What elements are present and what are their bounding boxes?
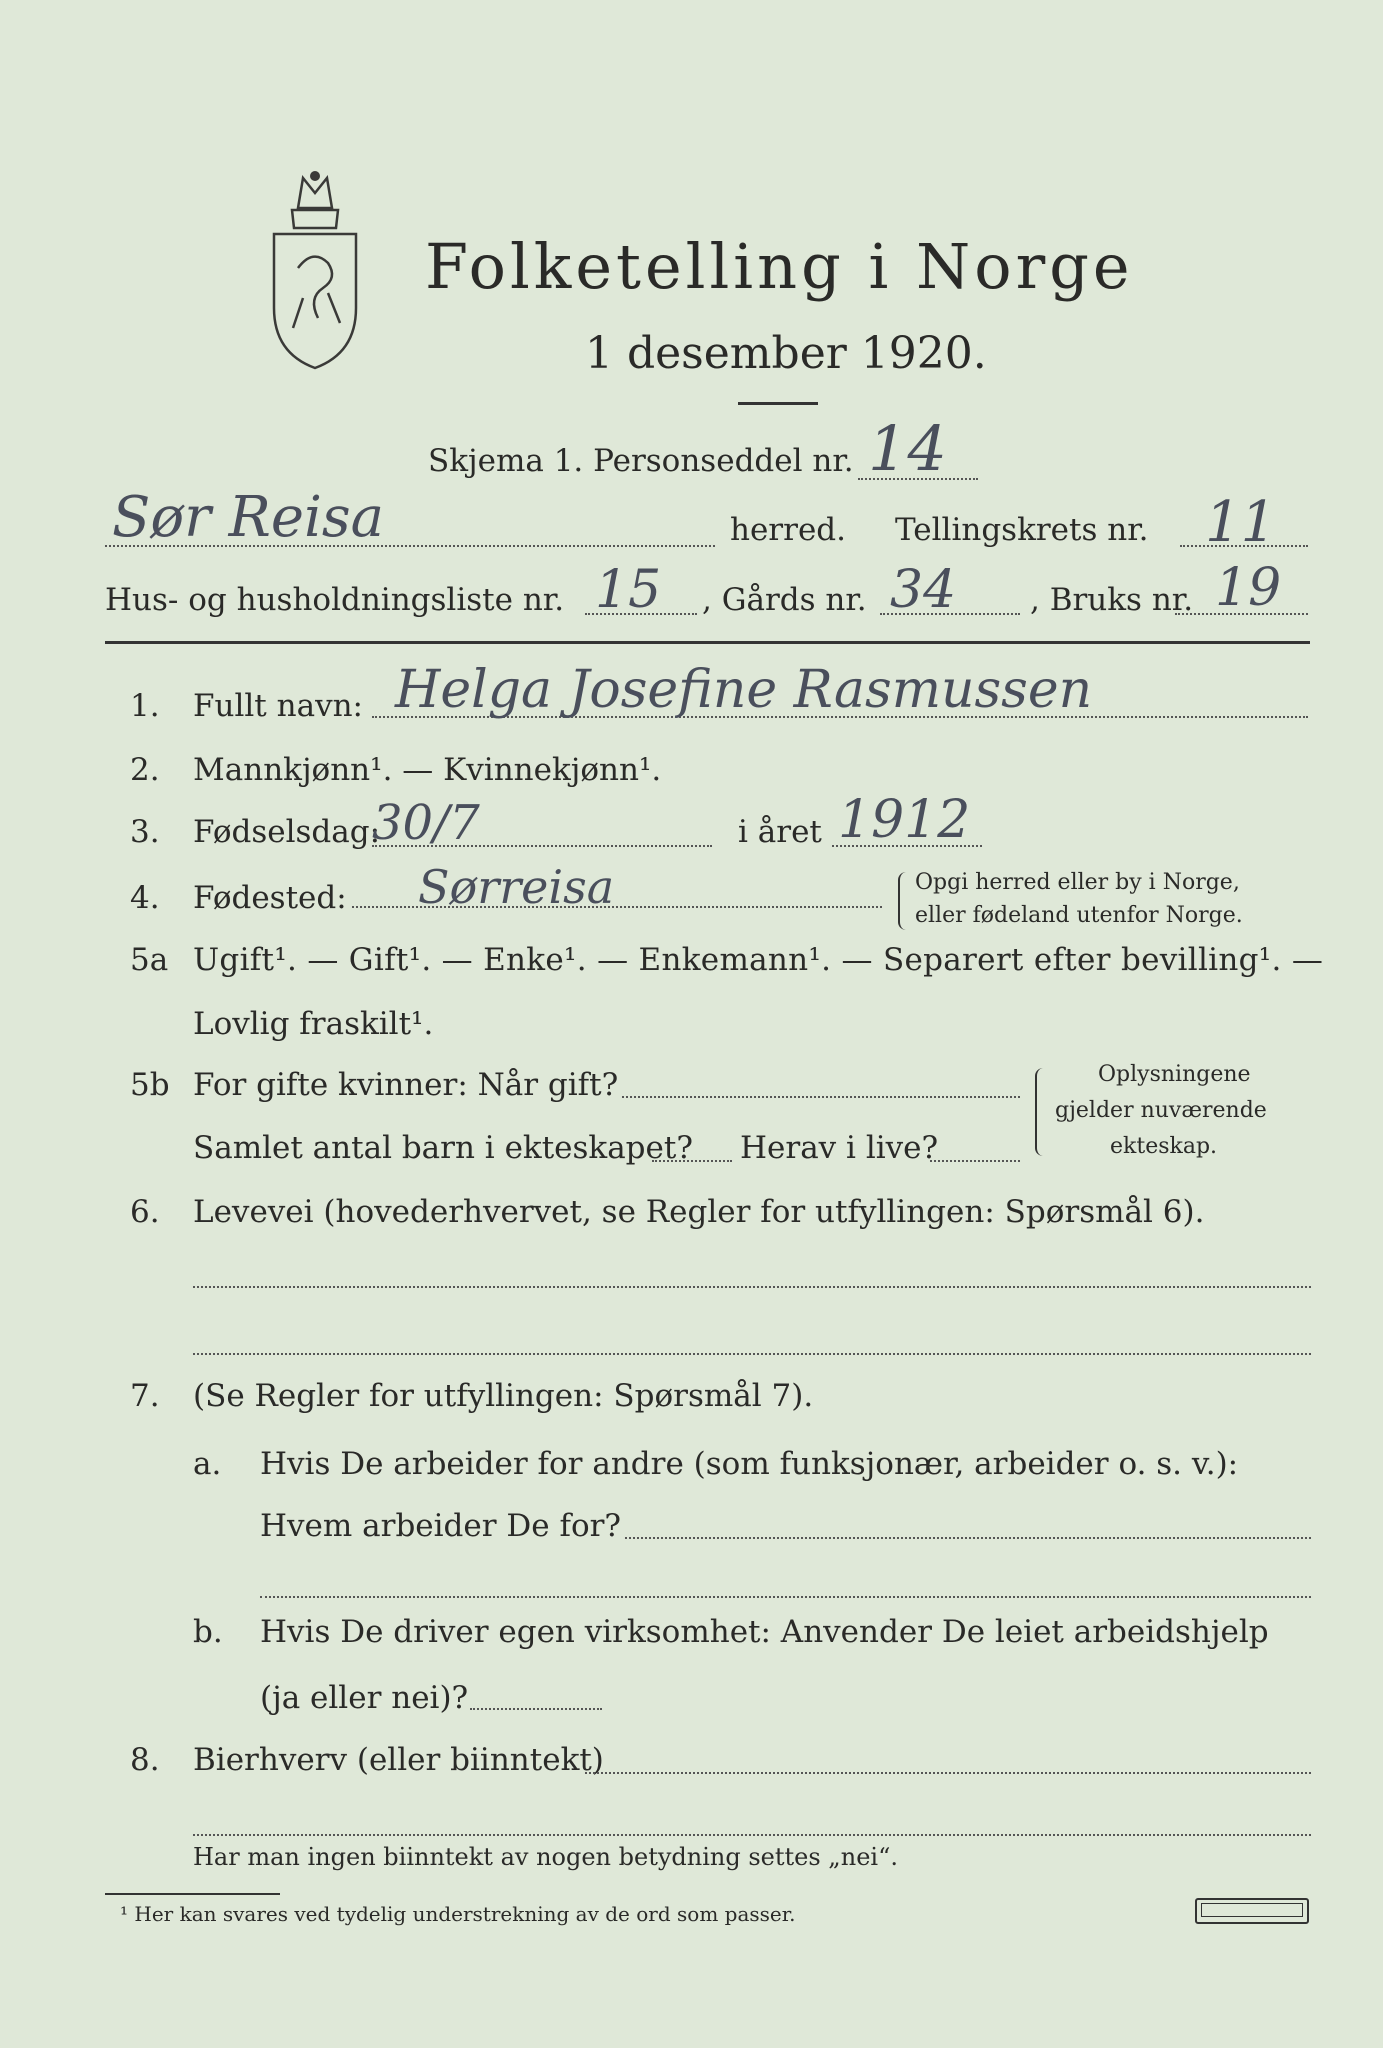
q2-label: Mannkjønn¹. — Kvinnekjønn¹. — [193, 752, 662, 788]
q5b-barn-line — [652, 1160, 732, 1162]
q5b-note-line3: ekteskap. — [1110, 1134, 1218, 1159]
footnote: ¹ Her kan svares ved tydelig understrekning av de ord som passer. — [120, 1902, 796, 1926]
q5b-live-label: Herav i live? — [740, 1130, 939, 1166]
footnote-divider — [105, 1893, 280, 1895]
q1-value: Helga Josefine Rasmussen — [395, 660, 1093, 720]
title-divider — [738, 402, 818, 405]
herred-value: Sør Reisa — [112, 485, 384, 550]
q4-brace — [898, 872, 910, 930]
q3-year-value: 1912 — [838, 790, 971, 850]
q3-day-value: 30/7 — [372, 795, 480, 851]
q5b-note-line2: gjelder nuværende — [1055, 1098, 1267, 1123]
q1-number: 1. — [130, 688, 160, 724]
husliste-value: 15 — [595, 560, 662, 620]
q8-line1 — [585, 1772, 1311, 1774]
q8-label: Bierhverv (eller biinntekt) — [193, 1742, 604, 1778]
q4-note-line2: eller fødeland utenfor Norge. — [915, 903, 1243, 928]
q7a-text: Hvis De arbeider for andre (som funksjonær, arbeider o. s. v.): — [260, 1446, 1239, 1482]
q4-value: Sørreisa — [418, 860, 615, 914]
schema-number-value: 14 — [868, 412, 947, 485]
q4-note-line1: Opgi herred eller by i Norge, — [915, 870, 1240, 895]
q8-number: 8. — [130, 1742, 160, 1778]
bruks-value: 19 — [1215, 558, 1282, 618]
q7a-marker: a. — [193, 1446, 222, 1482]
q6-line1 — [193, 1286, 1311, 1288]
q5b-brace — [1035, 1068, 1047, 1156]
income-note: Har man ingen biinntekt av nogen betydning settes „nei“. — [193, 1843, 898, 1871]
schema-label: Skjema 1. Personseddel nr. — [428, 443, 854, 479]
bruks-label: , Bruks nr. — [1030, 582, 1194, 618]
header-divider — [105, 641, 1310, 644]
q3-year-label: i året — [738, 814, 822, 850]
coat-of-arms-emblem — [258, 168, 373, 373]
q5b-number: 5b — [130, 1067, 170, 1103]
q4-number: 4. — [130, 880, 160, 916]
printer-stamp-inner — [1201, 1903, 1303, 1917]
tellingskrets-label: Tellingskrets nr. — [895, 512, 1149, 548]
form-title: Folketelling i Norge — [425, 230, 1134, 303]
q6-number: 6. — [130, 1194, 160, 1230]
q3-label: Fødselsdag: — [193, 814, 381, 850]
herred-label: herred. — [730, 512, 846, 548]
husliste-label: Hus- og husholdningsliste nr. — [105, 582, 565, 618]
q7b-marker: b. — [193, 1614, 223, 1650]
q7b-text-line2: (ja eller nei)? — [260, 1680, 469, 1716]
q7b-text: Hvis De driver egen virksomhet: Anvender De leiet arbeidshjelp — [260, 1614, 1269, 1650]
q7b-line — [470, 1708, 602, 1710]
q8-line2 — [193, 1834, 1311, 1836]
q3-number: 3. — [130, 814, 160, 850]
q5b-note-line1: Oplysningene — [1098, 1062, 1251, 1087]
q7-number: 7. — [130, 1378, 160, 1414]
q5b-barn-label: Samlet antal barn i ekteskapet? — [193, 1130, 693, 1166]
q1-label: Fullt navn: — [193, 688, 363, 724]
gards-value: 34 — [890, 560, 957, 620]
q4-label: Fødested: — [193, 880, 347, 916]
q5a-options: Ugift¹. — Gift¹. — Enke¹. — Enkemann¹. — Separert efter bevilling¹. — — [193, 942, 1324, 978]
q5b-label: For gifte kvinner: Når gift? — [193, 1067, 619, 1103]
q7a-who-label: Hvem arbeider De for? — [260, 1508, 622, 1544]
q7-label: (Se Regler for utfyllingen: Spørsmål 7). — [193, 1378, 814, 1414]
q7a-who-line2 — [260, 1596, 1311, 1598]
q6-label: Levevei (hovederhvervet, se Regler for utfyllingen: Spørsmål 6). — [193, 1194, 1205, 1230]
tellingskrets-value: 11 — [1205, 490, 1277, 555]
q5a-options-line2: Lovlig fraskilt¹. — [193, 1006, 434, 1042]
q7a-who-line — [625, 1537, 1311, 1539]
q5b-live-line — [930, 1160, 1020, 1162]
q5b-gift-line — [622, 1096, 1020, 1098]
gards-label: , Gårds nr. — [702, 582, 867, 618]
q6-line2 — [193, 1353, 1311, 1355]
q5a-number: 5a — [130, 942, 169, 978]
printer-stamp — [1195, 1898, 1309, 1924]
form-subtitle-date: 1 desember 1920. — [585, 328, 987, 379]
q2-number: 2. — [130, 752, 160, 788]
